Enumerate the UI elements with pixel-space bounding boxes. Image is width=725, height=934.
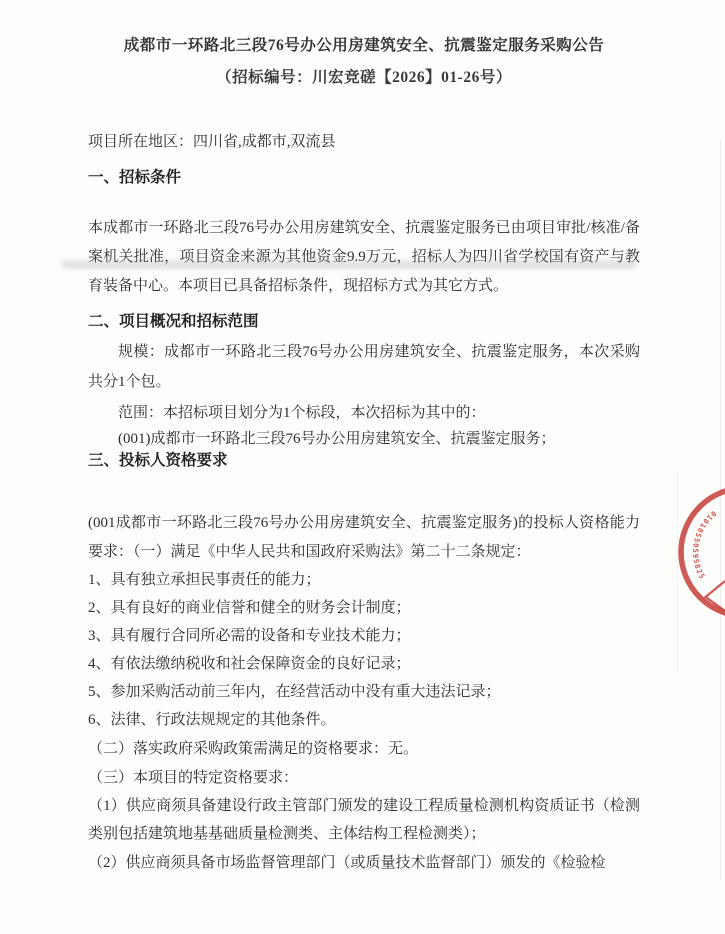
section-heading-bidding-conditions: 一、招标条件 [88,169,182,186]
project-location-line: 项目所在地区：四川省,成都市,双流县 [88,134,336,150]
qualification-item-1: 1、具有独立承担民事责任的能力； [88,572,321,588]
tender-number: （招标编号：川宏竞磋【2026】01-26号） [216,69,512,86]
paragraph-package-001: (001)成都市一环路北三段76号办公用房建筑安全、抗震鉴定服务； [118,431,556,447]
paragraph-specific-requirement-2: （2）供应商须具备市场监督管理部门（或质量技术监督部门）颁发的《检验检 [88,855,606,871]
seal-serial-number: 01010550595825 [690,508,719,582]
qualification-item-3: 3、具有履行合同所必需的设备和专业技术能力； [88,628,411,644]
paragraph-policy-requirement: （二）落实政府采购政策需满足的资格要求：无。 [88,741,419,757]
document-title: 成都市一环路北三段76号办公用房建筑安全、抗震鉴定服务采购公告 [123,37,605,54]
paragraph-scale: 规模：成都市一环路北三段76号办公用房建筑安全、抗震鉴定服务，本次采购共分1个包。 [88,344,640,390]
qualification-item-2: 2、具有良好的商业信誉和健全的财务会计制度； [88,600,411,616]
paragraph-specific-requirement-heading: （三）本项目的特定资格要求： [88,770,299,786]
paragraph-specific-requirement-1: （1）供应商须具备建设行政主管部门颁发的建设工程质量检测机构资质证书（检测类别包括建筑地基基础质量检测类、主体结构工程检测类）； [88,798,640,842]
scan-edge-line [720,140,722,880]
qualification-item-6: 6、法律、行政法规规定的其他条件。 [88,712,336,728]
section-heading-bidder-qualifications: 三、投标人资格要求 [88,452,228,469]
scan-bleedthrough-band [62,260,637,269]
paragraph-bidding-conditions: 本成都市一环路北三段76号办公用房建筑安全、抗震鉴定服务已由项目审批/核准/备案机关批准，项目资金来源为其他资金9.9万元，招标人为四川省学校国有资产与教育装备中心。本项目已具备招标条件，现招标方式为其它方式。 [88,220,640,294]
section-heading-project-overview: 二、项目概况和招标范围 [88,313,259,330]
qualification-item-4: 4、有依法缴纳税收和社会保障资金的良好记录； [88,656,411,672]
paragraph-scope: 范围：本招标项目划分为1个标段，本次招标为其中的： [118,405,486,421]
paragraph-qualification-intro: (001成都市一环路北三段76号办公用房建筑安全、抗震鉴定服务)的投标人资格能力要求：（一）满足《中华人民共和国政府采购法》第二十二条规定： [88,515,640,560]
scan-edge-line-secondary [677,472,678,672]
qualification-item-5: 5、参加采购活动前三年内，在经营活动中没有重大违法记录； [88,684,501,700]
